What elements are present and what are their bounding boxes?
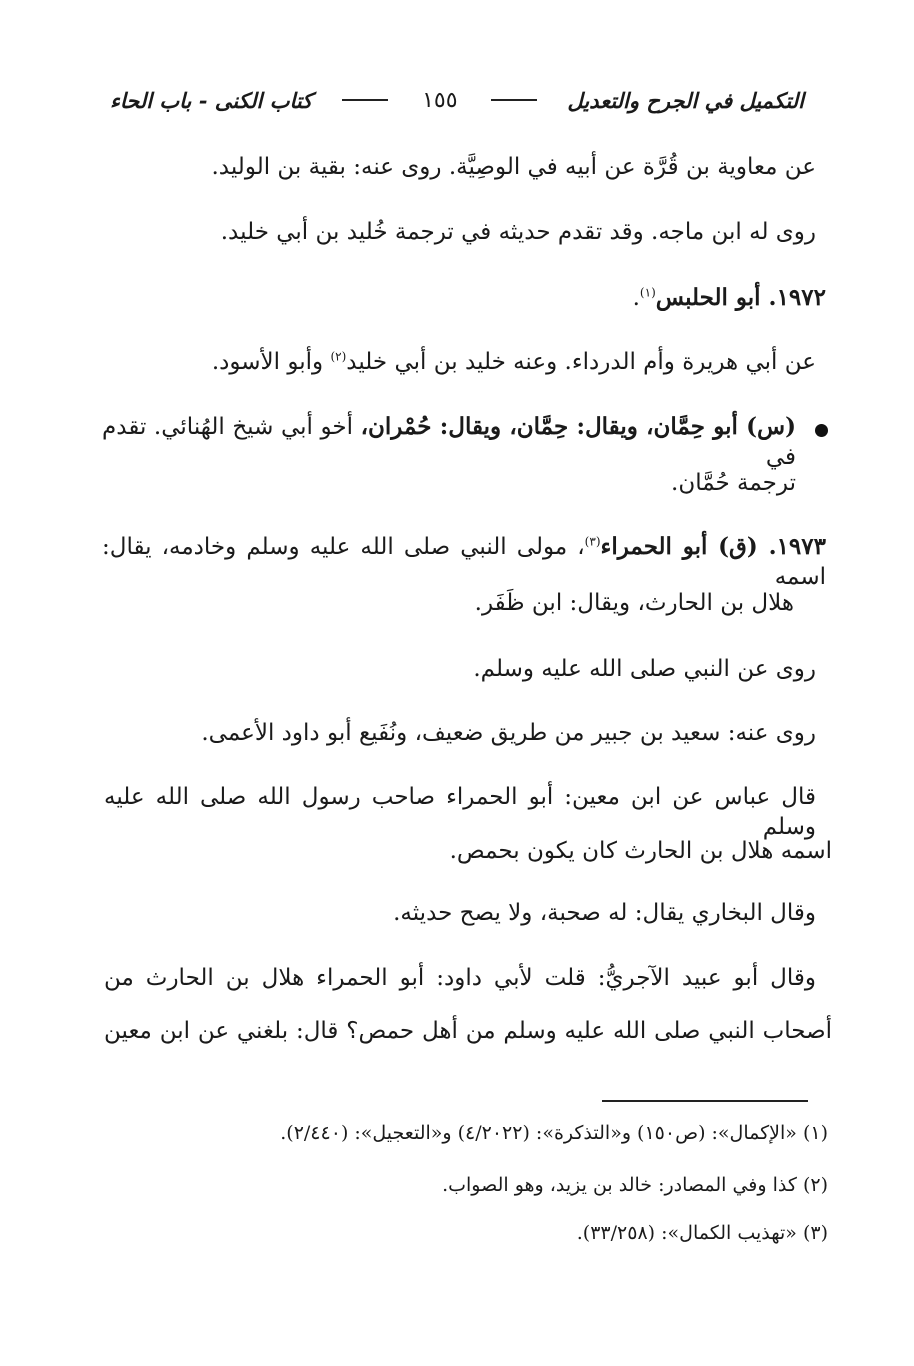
line-text: روى له ابن ماجه. وقد تقدم حديثه في ترجمة خُليد بن أبي خليد. xyxy=(220,219,816,245)
footnote-divider xyxy=(602,1100,808,1102)
line-text: ترجمة حُمَّان. xyxy=(671,470,796,496)
line-text: عن معاوية بن قُرَّة عن أبيه في الوصِيَّة. روى عنه: بقية بن الوليد. xyxy=(211,154,816,180)
footnote-ref: (٢) xyxy=(330,349,347,364)
text-line xyxy=(104,347,816,377)
footnote-3: (٣) «تهذيب الكمال»: (٣٣/٢٥٨). xyxy=(576,1222,828,1244)
line-text: عن أبي هريرة وأم الدرداء. وعنه خليد بن أبي خليد xyxy=(346,349,816,375)
text-line xyxy=(104,588,794,618)
bullet-icon xyxy=(815,424,828,437)
book-title: التكميل في الجرح والتعديل xyxy=(567,87,804,113)
text-line xyxy=(104,782,816,842)
chapter-title: كتاب الكنى - باب الحاء xyxy=(110,87,313,113)
line-text: روى عنه: سعيد بن جبير من طريق ضعيف، ونُفَيع أبو داود الأعمى. xyxy=(201,720,816,746)
line-text: اسمه هلال بن الحارث كان يكون بحمص. xyxy=(449,838,832,864)
text-line xyxy=(104,963,816,993)
header-dash xyxy=(342,99,388,101)
text-line xyxy=(104,654,816,684)
entry-number: ١٩٧٢ xyxy=(776,284,826,311)
running-header xyxy=(110,80,804,120)
line-text: وقال أبو عبيد الآجريُّ: قلت لأبي داود: أبو الحمراء هلال بن الحارث من xyxy=(104,965,816,991)
entry-name: . (ق) أبو الحمراء xyxy=(600,533,777,560)
line-text: هلال بن الحارث، ويقال: ابن ظَفَر. xyxy=(474,590,794,616)
text-line xyxy=(104,1016,832,1046)
line-text: ، مولى النبي صلى الله عليه وسلم وخادمه، يقال: اسمه xyxy=(102,534,826,590)
text-line xyxy=(104,217,816,247)
text-line xyxy=(104,468,796,498)
footnote-1: (١) «الإكمال»: (ص١٥٠) و«التذكرة»: (٤/٢٠٢٢) و«التعجيل»: (٢/٤٤٠). xyxy=(280,1122,828,1144)
text-line xyxy=(104,152,816,182)
footnote-ref: (١) xyxy=(639,285,656,300)
text-line xyxy=(104,836,832,866)
text-line xyxy=(102,412,796,472)
line-text: قال عباس عن ابن معين: أبو الحمراء صاحب رسول الله صلى الله عليه وسلم xyxy=(104,784,816,840)
text-line xyxy=(104,718,816,748)
line-text: روى عن النبي صلى الله عليه وسلم. xyxy=(473,656,816,682)
line-text: . xyxy=(632,285,640,311)
text-line xyxy=(104,898,816,928)
entry-heading-1972 xyxy=(104,283,826,313)
line-text: وأبو الأسود. xyxy=(211,349,331,375)
footnote-2: (٢) كذا وفي المصادر: خالد بن يزيد، وهو الصواب. xyxy=(442,1174,828,1196)
line-text: أخو أبي شيخ الهُنائي. تقدم في xyxy=(102,414,796,470)
line-text: أصحاب النبي صلى الله عليه وسلم من أهل حمص؟ قال: بلغني عن ابن معين xyxy=(104,1018,832,1044)
header-dash xyxy=(491,99,537,101)
entry-name: . أبو الحلبس xyxy=(655,284,777,311)
entry-name: (س) أبو حِمَّان، ويقال: حِمَّان، ويقال: حُمْران، xyxy=(360,413,796,440)
entry-heading-1973 xyxy=(102,532,826,592)
page-number: ١٥٥ xyxy=(422,87,458,113)
line-text: وقال البخاري يقال: له صحبة، ولا يصح حديثه. xyxy=(393,900,816,926)
footnote-ref: (٣) xyxy=(584,534,601,549)
entry-number: ١٩٧٣ xyxy=(776,533,826,560)
